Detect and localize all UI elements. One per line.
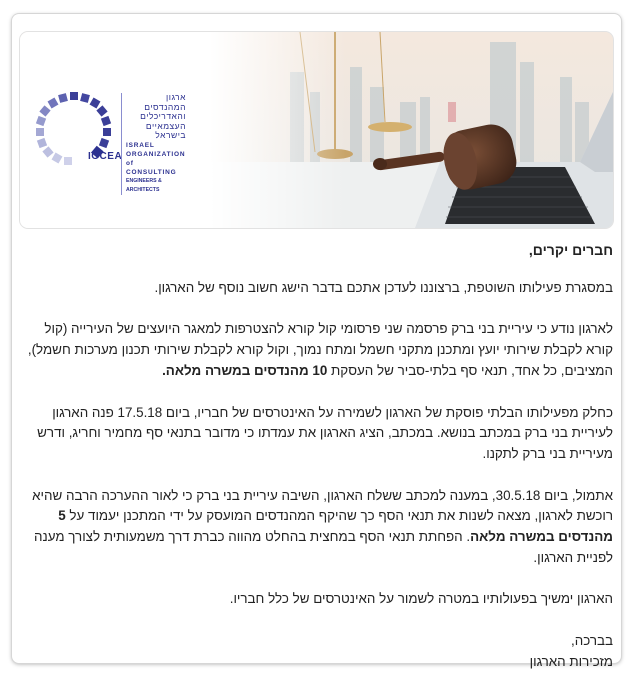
paragraph-text: לארגון נודע כי עיריית בני ברק פרסמה שני פרסומי קול קורא להצטרפות למאגר היועצים של העירייה (קול קורא לקבלת שירותי יועץ ומתכנן מתקני חשמל ומתח נמוך, וקול קורא לקבלת שירותי תכנון מערכות חשמל), המציבים, כל אחד, תנאי סף בלתי-סביר של העסקת — [27, 321, 613, 378]
paragraph-intro — [20, 278, 613, 299]
logo-hebrew-line: והאדריכלים — [140, 111, 186, 121]
logo-acronym: IOCEA — [88, 151, 123, 162]
newsletter-card — [12, 14, 621, 669]
logo-hebrew-line: בישראל — [155, 130, 186, 140]
logo-english-line: ENGINEERS & ARCHITECTS — [126, 177, 162, 193]
paragraph-text: במסגרת פעילותו השוטפת, ברצוננו לעדכן אתכם בדבר הישג חשוב נוסף של הארגון. — [154, 279, 613, 295]
logo-hebrew-line: ארגון המהנדסים — [144, 92, 186, 112]
highlight-5-engineers: 5 מהנדסים במשרה מלאה — [58, 508, 613, 545]
header-banner — [20, 32, 613, 228]
signature-signer: מזכירות הארגון — [529, 653, 613, 669]
signature — [20, 631, 613, 672]
logo-hebrew-line: העצמאיים — [145, 120, 186, 131]
greeting: חברים יקרים, — [528, 242, 613, 258]
paragraph-letter — [20, 403, 613, 465]
logo-english-line: of CONSULTING — [126, 159, 177, 176]
paragraph-text: הארגון ימשיך בפעולותיו במטרה לשמור על האינטרסים של כלל חבריו. — [229, 591, 613, 607]
paragraph-text: . — [162, 362, 166, 378]
logo-english-line: ORGANIZATION — [126, 150, 186, 158]
paragraph-text: אתמול, ביום 30.5.18, במענה למכתב ששלח הארגון, השיבה עיריית בני ברק כי לאור ההערכה הרבה שהיא רוכשת לארגון, מצאה לשנות את תנאי הסף כך שהיקף המהנדסים המועסק על ידי המתכנן יעמוד על — [32, 487, 613, 524]
logo-english-line: ISRAEL — [126, 141, 155, 149]
letter-body — [20, 240, 613, 673]
organization-logo — [34, 90, 186, 193]
paragraph-response — [20, 486, 613, 569]
highlight-10-engineers: 10 מהנדסים במשרה מלאה — [165, 362, 328, 378]
signature-closing: בברכה, — [570, 633, 613, 649]
paragraph-text: כחלק מפעילותו הבלתי פוסקת של הארגון לשמירה על האינטרסים של חבריו, ביום 17.5.18 פנה הארגון לעיריית בני ברק במכתב בנושא. במכתב, הציג הארגון את עמדתו כי מדובר בתנאי סף מחמיר וחריג, ודרש מעיריית בני ברק לתקנו. — [37, 404, 613, 461]
paragraph-closing — [20, 589, 613, 610]
paragraph-tender — [20, 319, 613, 381]
logo-text — [121, 93, 186, 195]
paragraph-text: . הפחתת תנאי הסף במחצית בהחלט מהווה כברת דרך משמעותית לצורך מענה לפניית הארגון. — [34, 529, 613, 565]
